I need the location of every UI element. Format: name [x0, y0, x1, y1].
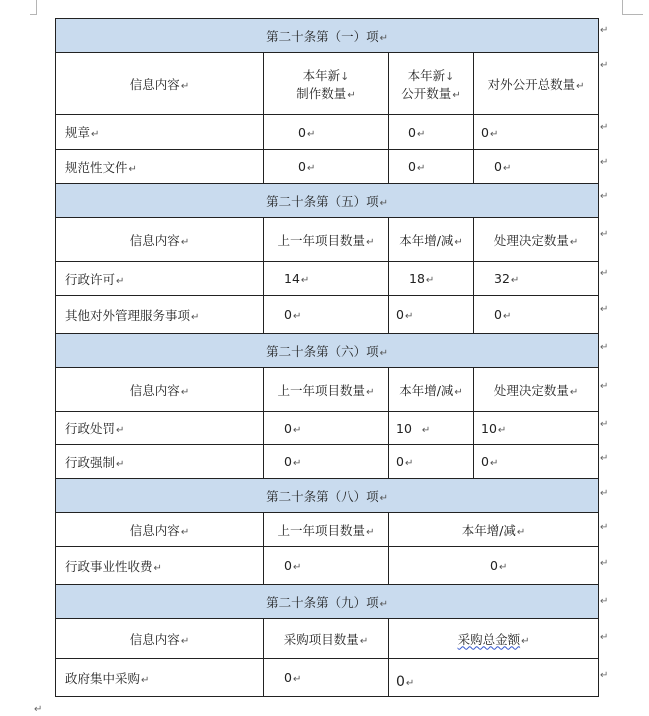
- disclosure-table: [55, 18, 599, 697]
- row-end-mark: ↵: [600, 596, 609, 607]
- table-row: 行政事业性收费↵ 0↵ 0↵: [56, 547, 599, 585]
- row-end-mark: ↵: [600, 453, 609, 464]
- row-end-mark: ↵: [600, 558, 609, 569]
- header-procurement-amount: 采购总金额: [457, 631, 521, 647]
- row-label: 规章: [65, 125, 91, 140]
- row-end-mark: ↵: [600, 157, 609, 168]
- row-label: 行政处罚: [65, 421, 116, 436]
- cell-value: 0: [481, 124, 489, 140]
- row-label: 行政强制: [65, 454, 116, 470]
- paragraph-end-mark: ↵: [34, 704, 43, 715]
- header-row: 信息内容↵ 上一年项目数量↵ 本年增/减↵ 处理决定数量↵: [56, 218, 599, 262]
- header-row: 信息内容↵ 上一年项目数量↵ 本年增/减↵: [56, 513, 599, 547]
- cell-value: 0: [284, 307, 292, 322]
- row-end-mark: ↵: [600, 122, 609, 133]
- header-info-content: 信息内容: [129, 232, 180, 248]
- table-row: 行政强制↵ 0↵ 0↵ 0↵: [56, 445, 599, 479]
- header-published-count: 公开数量: [401, 85, 452, 101]
- section-title-row: 第二十条第（一）项↵: [56, 19, 599, 53]
- header-prior-year-count: 上一年项目数量: [277, 522, 366, 538]
- cell-value: 18: [409, 271, 425, 286]
- cell-value: 0: [396, 454, 404, 469]
- cell-value: 0: [396, 307, 404, 322]
- cell-value: 0: [298, 159, 306, 174]
- row-end-mark: ↵: [600, 488, 609, 499]
- header-new-line1: 本年新: [302, 67, 341, 83]
- row-end-mark: ↵: [600, 522, 609, 533]
- cell-value: 10: [481, 420, 497, 436]
- section-title-row: 第二十条第（八）项↵: [56, 479, 599, 513]
- table-row: 行政处罚↵ 0↵ 10 ↵ 10↵: [56, 412, 599, 445]
- header-row: 信息内容↵ 本年新↓ 制作数量↵ 本年新↓ 公开数量↵ 对外公开总数量↵: [56, 53, 599, 115]
- header-new-line1: 本年新: [407, 67, 446, 83]
- row-label: 其他对外管理服务事项: [65, 307, 191, 323]
- header-produced-count: 制作数量: [296, 85, 347, 101]
- crop-mark-top-left: [30, 0, 37, 15]
- row-end-mark: ↵: [600, 229, 609, 240]
- section-title-row: 第二十条第（九）项↵: [56, 585, 599, 619]
- header-year-change: 本年增/减: [399, 232, 454, 248]
- cell-value: 0: [284, 670, 292, 685]
- row-end-mark: ↵: [600, 268, 609, 279]
- section-title: 第二十条第（九）项: [266, 594, 379, 610]
- section-title: 第二十条第（五）项: [266, 193, 379, 209]
- row-end-mark: ↵: [600, 60, 609, 71]
- table-row: 行政许可↵ 14↵ 18↵ 32↵: [56, 262, 599, 296]
- header-year-change: 本年增/减: [399, 382, 454, 398]
- row-label: 行政许可: [65, 271, 116, 287]
- row-end-mark: ↵: [600, 304, 609, 315]
- header-prior-year-count: 上一年项目数量: [277, 232, 366, 248]
- row-end-mark: ↵: [600, 25, 609, 36]
- header-info-content: 信息内容: [129, 76, 180, 92]
- section-title: 第二十条第（六）项: [266, 343, 379, 359]
- header-info-content: 信息内容: [129, 522, 180, 538]
- row-label: 行政事业性收费: [65, 558, 153, 574]
- header-total-public: 对外公开总数量: [487, 76, 576, 92]
- section-title: 第二十条第（一）项: [266, 28, 379, 44]
- header-info-content: 信息内容: [129, 382, 180, 398]
- cell-value: 0: [284, 558, 292, 573]
- row-end-mark: ↵: [600, 342, 609, 353]
- crop-mark-top-right: [622, 0, 643, 15]
- cell-value: 0: [490, 558, 498, 573]
- header-row: 信息内容↵ 上一年项目数量↵ 本年增/减↵ 处理决定数量↵: [56, 368, 599, 412]
- section-title-row: 第二十条第（六）项↵: [56, 334, 599, 368]
- cell-value: 0: [494, 307, 502, 322]
- section-title-row: 第二十条第（五）项↵: [56, 184, 599, 218]
- row-end-mark: ↵: [600, 632, 609, 643]
- table-row: 其他对外管理服务事项↵ 0↵ 0↵ 0↵: [56, 296, 599, 334]
- cell-value: 32: [494, 271, 510, 286]
- row-end-mark: ↵: [600, 381, 609, 392]
- cell-value: 0: [284, 454, 292, 469]
- cell-value: 0: [481, 454, 489, 469]
- cell-value: 0: [284, 420, 292, 436]
- row-label: 政府集中采购: [65, 670, 141, 686]
- cell-value: 0: [396, 673, 405, 690]
- header-decision-count: 处理决定数量: [493, 232, 569, 248]
- cell-value: 10: [396, 420, 412, 436]
- row-end-mark: ↵: [600, 191, 609, 202]
- header-procurement-count: 采购项目数量: [283, 631, 359, 647]
- table-row: 规章↵ 0↵ 0↵ 0↵: [56, 115, 599, 150]
- header-prior-year-count: 上一年项目数量: [277, 382, 366, 398]
- cell-value: 0: [408, 124, 416, 140]
- header-row: 信息内容↵ 采购项目数量↵ 采购总金额↵: [56, 619, 599, 659]
- cell-value: 0: [494, 159, 502, 174]
- cell-value: 0: [298, 124, 306, 140]
- table-row: 政府集中采购↵ 0↵ 0↵: [56, 659, 599, 697]
- row-end-mark: ↵: [600, 419, 609, 430]
- row-end-mark: ↵: [600, 670, 609, 681]
- section-title: 第二十条第（八）项: [266, 488, 379, 504]
- table-row: 规范性文件↵ 0↵ 0↵ 0↵: [56, 150, 599, 184]
- cell-value: 0: [408, 159, 416, 174]
- header-year-change: 本年增/减: [461, 522, 516, 538]
- cell-value: 14: [284, 271, 300, 286]
- header-info-content: 信息内容: [129, 631, 180, 647]
- header-decision-count: 处理决定数量: [493, 382, 569, 398]
- row-label: 规范性文件: [65, 159, 128, 175]
